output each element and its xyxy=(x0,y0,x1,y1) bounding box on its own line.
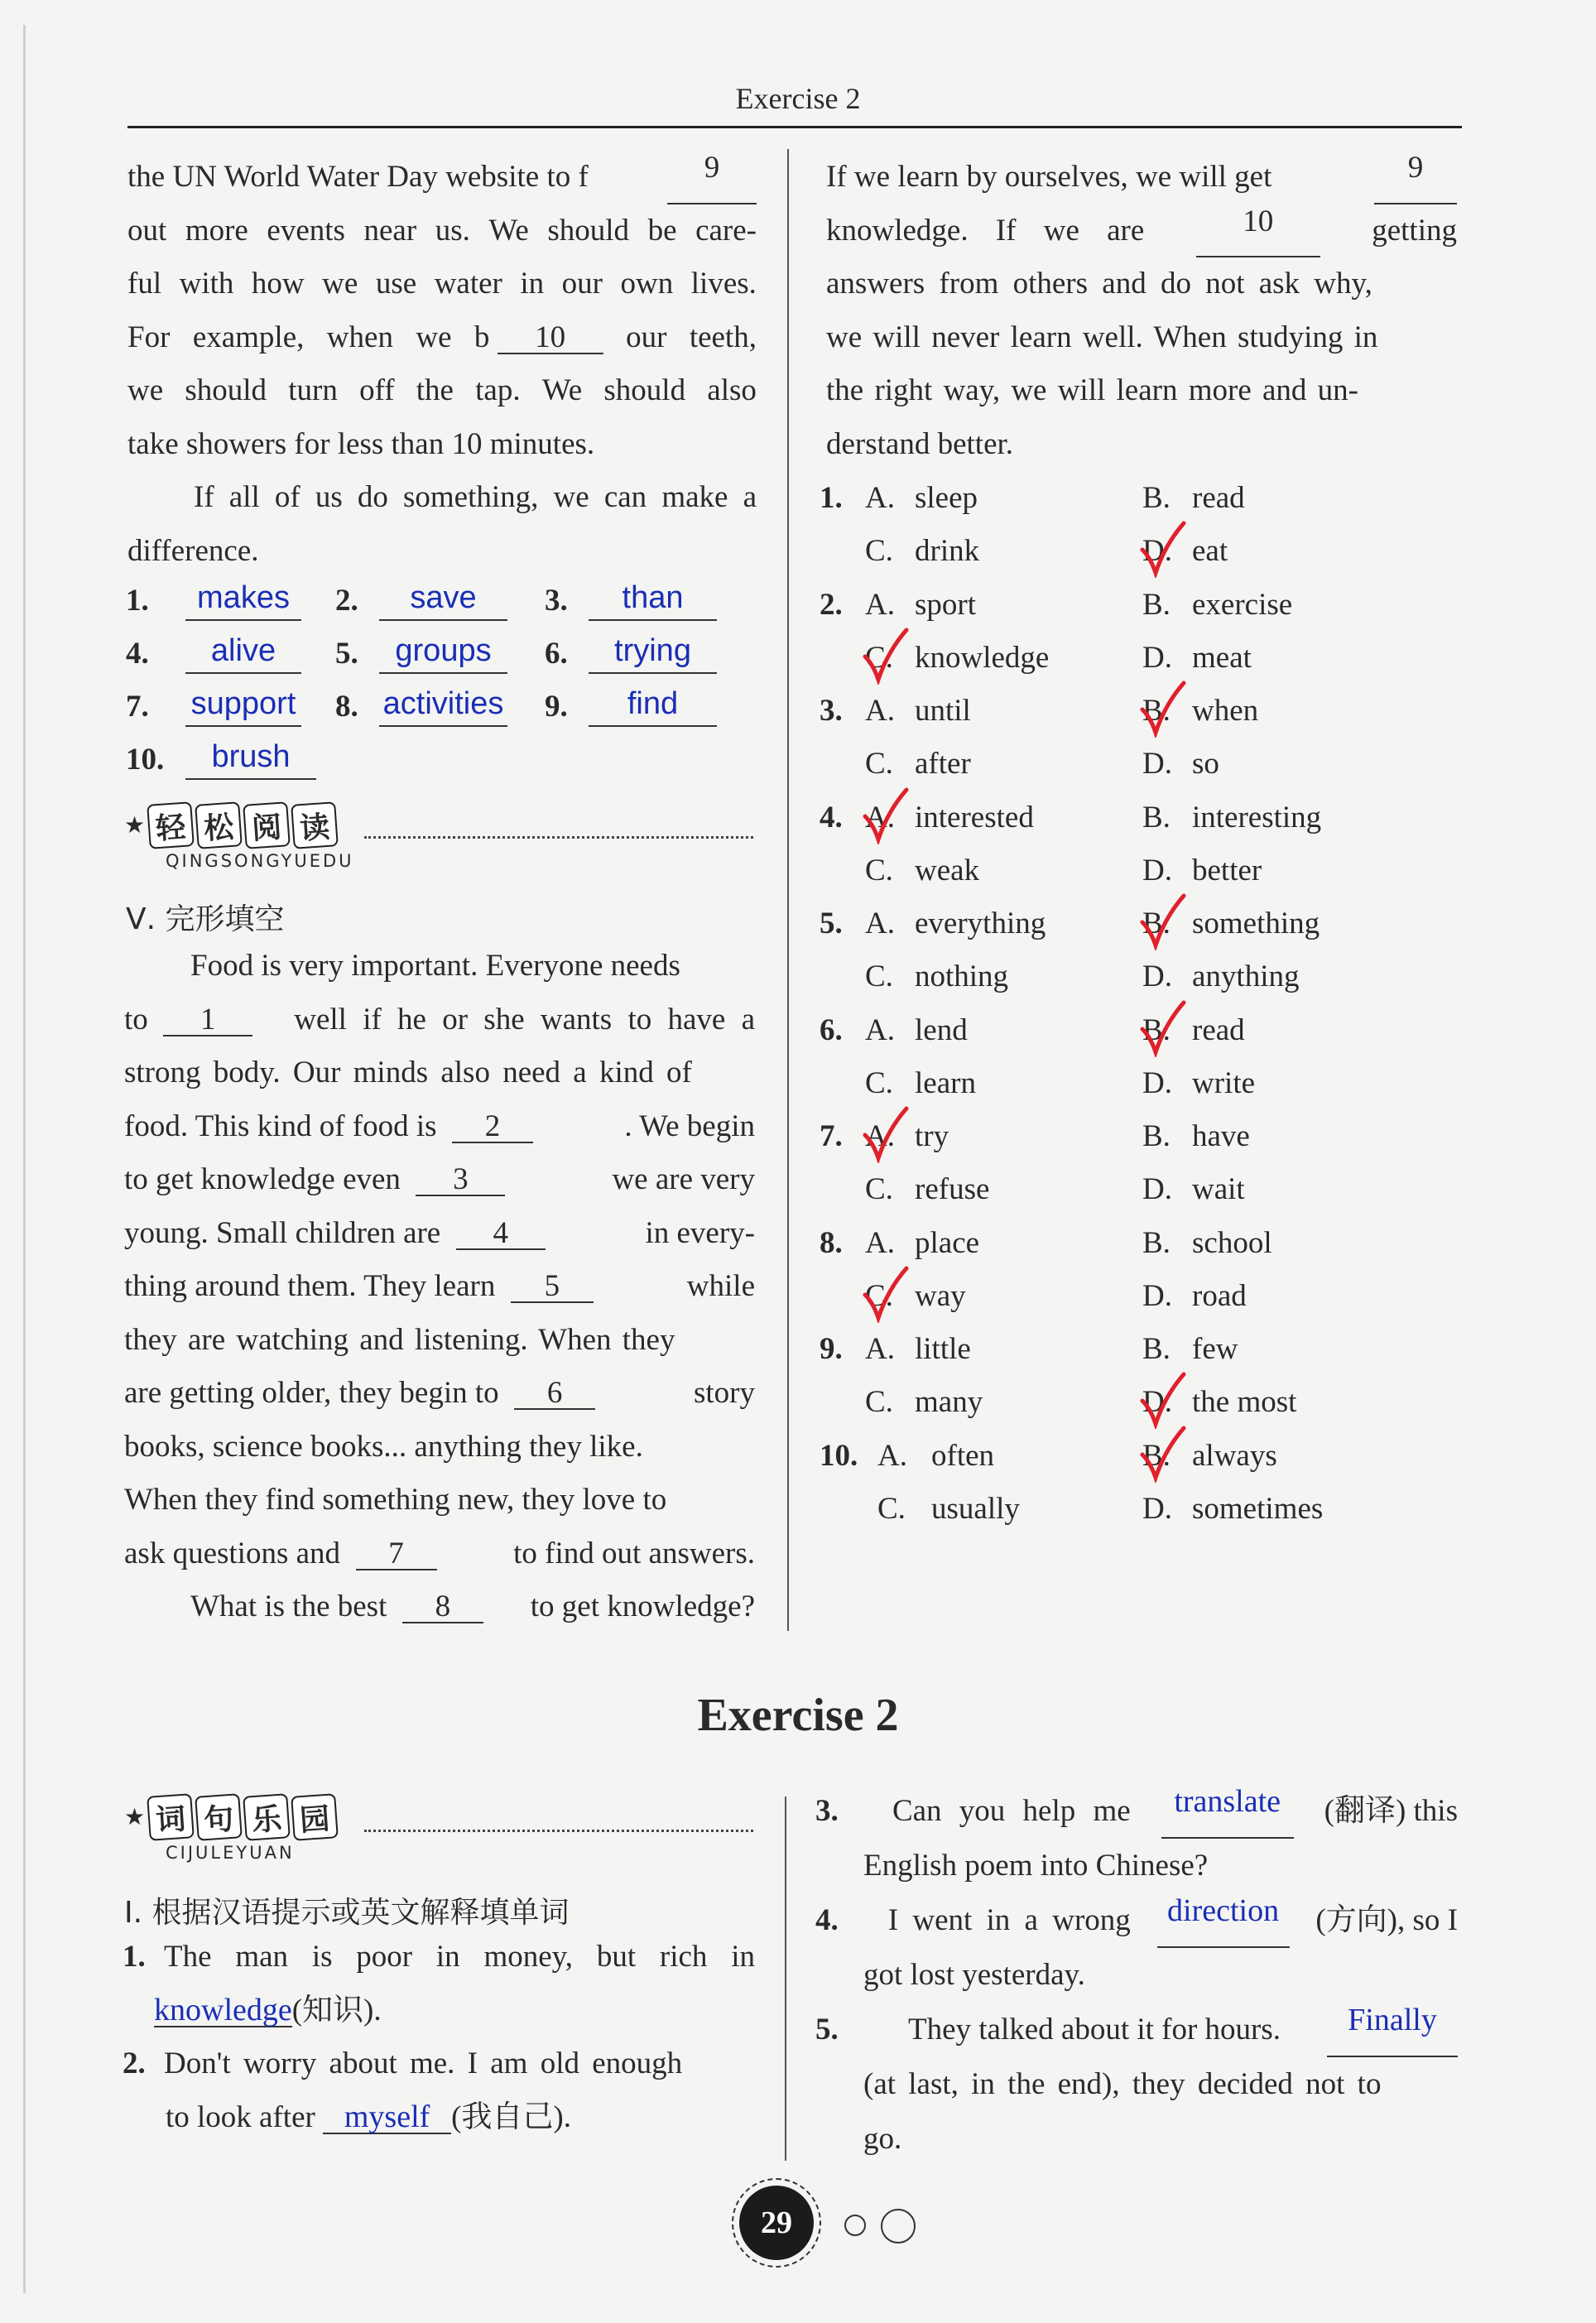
question-number: 6. xyxy=(820,1012,843,1047)
blank: 6 xyxy=(514,1376,595,1410)
answer-number: 1. xyxy=(126,584,149,618)
question-line xyxy=(123,2091,755,2145)
option-a[interactable]: until xyxy=(915,694,971,728)
option-letter-d: D. xyxy=(1142,640,1172,675)
option-letter-b: B. xyxy=(1142,907,1171,940)
option-letter-d: D. xyxy=(1142,1491,1172,1526)
text-line: For example, when we b 10 our teeth, xyxy=(127,320,757,354)
option-a[interactable]: little xyxy=(915,1332,971,1366)
option-b[interactable]: school xyxy=(1192,1225,1272,1260)
option-letter-a: A. xyxy=(865,1332,895,1366)
text-line: they are watching and listening. When they xyxy=(124,1322,675,1357)
text: food. This kind of food is xyxy=(124,1109,437,1143)
option-b[interactable]: when xyxy=(1192,694,1259,728)
text: What is the best xyxy=(190,1590,387,1623)
question-number: 5. xyxy=(820,907,843,940)
option-b[interactable]: read xyxy=(1192,1012,1245,1047)
text-line xyxy=(124,1580,755,1634)
text-line xyxy=(826,204,1457,258)
answer-number: 8. xyxy=(335,690,358,724)
option-b[interactable]: something xyxy=(1192,907,1320,940)
exercise-title: Exercise 2 xyxy=(697,1690,899,1741)
text: to xyxy=(124,1002,148,1036)
badge-pinyin: CIJULEYUAN xyxy=(166,1843,295,1863)
question-number: 4. xyxy=(815,1903,839,1937)
text-line: we should turn off the tap. We should also xyxy=(127,373,757,407)
text: knowledge. If we are xyxy=(826,213,1145,248)
option-d[interactable]: road xyxy=(1192,1278,1247,1313)
text: to get knowledge? xyxy=(530,1590,755,1623)
answer-number: 10. xyxy=(126,743,165,777)
text: getting xyxy=(1372,213,1457,248)
answer-knowledge[interactable]: knowledge xyxy=(154,1992,292,2027)
option-c[interactable]: learn xyxy=(915,1065,976,1100)
text: to get knowledge even xyxy=(124,1162,401,1196)
blank: 3 xyxy=(416,1162,505,1196)
text-line xyxy=(124,1367,755,1421)
text: we are very xyxy=(612,1162,755,1196)
option-b[interactable]: few xyxy=(1192,1332,1238,1366)
text-line xyxy=(124,1100,755,1154)
option-c[interactable]: drink xyxy=(915,534,980,568)
text-line: out more events near us. We should be care- xyxy=(127,213,757,248)
option-b[interactable]: exercise xyxy=(1192,587,1293,622)
option-letter-a: A. xyxy=(865,800,895,834)
text: young. Small children are xyxy=(124,1215,441,1250)
blank: 2 xyxy=(452,1109,533,1143)
text: If we learn by ourselves, we will get xyxy=(826,160,1272,194)
option-d[interactable]: meat xyxy=(1192,640,1252,675)
check-mark-icon xyxy=(1139,680,1187,738)
reading-paragraph-end xyxy=(127,151,757,578)
answer-blank[interactable]: alive xyxy=(185,629,301,674)
text-line: If all of us do something, we can make a xyxy=(194,480,757,514)
answer-blank[interactable]: save xyxy=(379,576,507,621)
answer-number: 5. xyxy=(335,637,358,671)
text-line xyxy=(124,1260,755,1314)
option-letter-a: A. xyxy=(865,481,895,515)
question-number: 3. xyxy=(820,694,843,728)
question-number: 3. xyxy=(815,1794,839,1828)
answer-blank[interactable]: brush xyxy=(185,735,316,780)
text: They talked about it for hours. xyxy=(907,2013,1281,2046)
option-letter-d: D. xyxy=(1142,1278,1172,1313)
answer-number: 6. xyxy=(545,637,568,671)
option-c[interactable]: nothing xyxy=(915,960,1009,993)
option-b[interactable]: have xyxy=(1192,1119,1250,1153)
option-c[interactable]: knowledge xyxy=(915,640,1050,675)
option-letter-c: C. xyxy=(865,960,893,993)
option-b[interactable]: read xyxy=(1192,481,1245,515)
question-line xyxy=(123,1984,755,2038)
option-d[interactable]: so xyxy=(1192,747,1219,781)
option-c[interactable]: usually xyxy=(931,1491,1020,1526)
question-number: 8. xyxy=(820,1225,843,1260)
option-c[interactable]: weak xyxy=(915,853,980,887)
option-a[interactable]: sleep xyxy=(915,481,978,515)
question-number: 10. xyxy=(820,1438,858,1473)
text-line: strong body. Our minds also need a kind of xyxy=(124,1056,692,1089)
option-b[interactable]: interesting xyxy=(1192,800,1322,834)
column-divider-top xyxy=(787,149,789,1631)
option-d[interactable]: sometimes xyxy=(1192,1491,1324,1526)
question-line: got lost yesterday. xyxy=(863,1958,1085,1992)
blank: 5 xyxy=(511,1269,594,1303)
option-letter-a: A. xyxy=(877,1438,907,1473)
answer-finally[interactable]: Finally xyxy=(1327,2003,1458,2057)
hint: (方向), so I xyxy=(1315,1903,1458,1937)
question-number: 2. xyxy=(820,587,843,622)
question-line xyxy=(123,2037,755,2091)
blank: 9 xyxy=(1374,151,1457,204)
running-header: Exercise 2 xyxy=(735,82,861,115)
option-letter-c: C. xyxy=(865,1065,893,1100)
text: I went in a wrong xyxy=(887,1903,1131,1937)
text: are getting older, they begin to xyxy=(124,1376,499,1410)
header-rule xyxy=(127,126,1462,128)
option-letter-c: C. xyxy=(865,747,893,781)
text: to look after xyxy=(166,2099,315,2134)
question-line: (at last, in the end), they decided not to xyxy=(863,2067,1382,2101)
option-letter-b: B. xyxy=(1142,481,1171,515)
text-line xyxy=(124,1527,755,1581)
text: Don't worry about me. I am old enough xyxy=(164,2046,683,2080)
decor-circle xyxy=(844,2215,866,2236)
option-d[interactable]: eat xyxy=(1192,534,1228,568)
text: . We begin xyxy=(624,1109,755,1143)
option-letter-b: B. xyxy=(1142,587,1171,622)
option-a[interactable]: lend xyxy=(915,1012,968,1047)
hint: (我自己). xyxy=(451,2099,571,2134)
option-letter-c: C. xyxy=(865,1278,893,1313)
option-letter-c: C. xyxy=(877,1491,906,1526)
blank: 8 xyxy=(402,1590,483,1623)
option-a[interactable]: often xyxy=(931,1438,995,1473)
check-mark-icon xyxy=(1139,1371,1187,1429)
text-line: the right way, we will learn more and un- xyxy=(826,373,1358,407)
badge-char: 读 xyxy=(291,801,339,849)
option-letter-c: C. xyxy=(865,534,893,568)
text-line xyxy=(826,151,1457,204)
question-line xyxy=(815,1784,1458,1839)
text-line xyxy=(124,1207,755,1261)
text: Can you help me xyxy=(892,1794,1131,1828)
answer-blank[interactable]: support xyxy=(185,682,301,727)
badge-char: 轻 xyxy=(147,801,195,849)
text-line: books, science books... anything they like. xyxy=(124,1429,643,1464)
dotted-rule xyxy=(364,1830,753,1832)
option-letter-a: A. xyxy=(865,694,895,728)
section-badge-reading xyxy=(124,803,354,871)
badge-pinyin: QINGSONGYUEDU xyxy=(166,851,354,871)
badge-char: 句 xyxy=(195,1793,243,1841)
option-a[interactable]: everything xyxy=(915,907,1046,940)
answer-blank[interactable]: groups xyxy=(379,629,507,674)
check-mark-icon xyxy=(862,1265,910,1323)
option-letter-b: B. xyxy=(1142,1438,1171,1473)
option-letter-b: B. xyxy=(1142,1119,1171,1153)
option-letter-a: A. xyxy=(865,587,895,622)
option-letter-c: C. xyxy=(865,640,893,675)
decor-circle xyxy=(881,2209,916,2244)
text-line: we will never learn well. When studying in xyxy=(826,320,1378,354)
blank: 1 xyxy=(163,1003,252,1036)
badge-char: 园 xyxy=(291,1793,339,1841)
option-letter-a: A. xyxy=(865,1225,895,1260)
star-icon: ★ xyxy=(124,1805,146,1830)
page-number: 29 xyxy=(739,2186,814,2260)
option-letter-d: D. xyxy=(1142,1385,1172,1419)
option-d[interactable]: write xyxy=(1192,1065,1256,1100)
check-mark-icon xyxy=(862,1105,910,1163)
hint: (知识). xyxy=(291,1993,382,2027)
option-d[interactable]: anything xyxy=(1192,960,1300,993)
option-d[interactable]: wait xyxy=(1192,1172,1245,1206)
answer-blank[interactable]: than xyxy=(589,576,717,621)
option-letter-b: B. xyxy=(1142,1225,1171,1260)
text-line: Food is very important. Everyone needs xyxy=(190,949,680,983)
check-mark-icon xyxy=(1139,520,1187,578)
option-d[interactable]: better xyxy=(1192,853,1262,887)
text: story xyxy=(694,1376,755,1410)
text: to find out answers. xyxy=(513,1536,755,1570)
section-badge-vocab xyxy=(124,1795,337,1863)
question-number: 9. xyxy=(820,1332,843,1366)
question-number: 4. xyxy=(820,800,843,834)
question-number: 1. xyxy=(820,481,843,515)
option-letter-c: C. xyxy=(865,1172,893,1206)
option-letter-d: D. xyxy=(1142,534,1172,568)
question-line: English poem into Chinese? xyxy=(863,1849,1209,1883)
vocab-left xyxy=(123,1931,755,2144)
answer-number: 9. xyxy=(545,690,568,724)
option-letter-d: D. xyxy=(1142,747,1172,781)
option-a[interactable]: sport xyxy=(915,587,976,622)
option-c[interactable]: way xyxy=(915,1278,966,1313)
option-c[interactable]: refuse xyxy=(915,1172,990,1206)
question-number: 2. xyxy=(123,2046,146,2080)
text: well if he or she wants to have a xyxy=(294,1002,755,1036)
option-c[interactable]: after xyxy=(915,747,971,781)
option-letter-b: B. xyxy=(1142,1012,1171,1047)
option-a[interactable]: interested xyxy=(915,800,1034,834)
question-line xyxy=(815,1893,1458,1948)
option-letter-d: D. xyxy=(1142,960,1172,993)
blank-9: 9 xyxy=(667,151,757,204)
binding-edge xyxy=(23,25,26,2293)
blank-10: 10 xyxy=(498,320,603,354)
check-mark-icon xyxy=(1139,999,1187,1057)
section-title-vocab: Ⅰ. 根据汉语提示或英文解释填单词 xyxy=(124,1896,570,1930)
option-a[interactable]: try xyxy=(915,1119,949,1153)
option-letter-a: A. xyxy=(865,907,895,940)
blank: 4 xyxy=(456,1216,546,1250)
option-letter-b: B. xyxy=(1142,800,1171,834)
check-mark-icon xyxy=(862,786,910,844)
option-letter-c: C. xyxy=(865,853,893,887)
option-a[interactable]: place xyxy=(915,1225,980,1260)
answer-number: 2. xyxy=(335,584,358,618)
question-line xyxy=(815,2003,1458,2057)
answer-myself[interactable]: myself xyxy=(323,2099,451,2134)
answer-blank[interactable]: trying xyxy=(589,629,717,674)
option-b[interactable]: always xyxy=(1192,1438,1277,1473)
check-mark-icon xyxy=(1139,892,1187,950)
vocab-right xyxy=(815,1784,1458,2167)
text: in every- xyxy=(645,1215,755,1250)
answer-direction[interactable]: direction xyxy=(1157,1893,1290,1948)
option-letter-d: D. xyxy=(1142,853,1172,887)
option-letter-d: D. xyxy=(1142,1172,1172,1206)
text-line xyxy=(124,1153,755,1207)
text-line: answers from others and do not ask why, xyxy=(826,267,1372,301)
question-number: 1. xyxy=(123,1940,146,1974)
question-number: 5. xyxy=(815,2013,839,2046)
badge-char: 乐 xyxy=(243,1793,291,1841)
text: thing around them. They learn xyxy=(124,1269,496,1303)
cloze-passage-left xyxy=(124,940,755,1634)
star-icon: ★ xyxy=(124,813,146,839)
blank: 7 xyxy=(356,1537,437,1570)
text-line: ful with how we use water in our own lives. xyxy=(127,267,757,301)
badge-char: 松 xyxy=(195,801,243,849)
text-line xyxy=(124,993,755,1047)
option-letter-b: B. xyxy=(1142,1332,1171,1366)
hint: (翻译) this xyxy=(1324,1794,1458,1828)
option-letter-a: A. xyxy=(865,1119,895,1153)
text: while xyxy=(686,1269,755,1303)
option-letter-b: B. xyxy=(1142,694,1171,728)
question-line xyxy=(123,1931,755,1984)
answer-blank[interactable]: activities xyxy=(379,682,507,727)
badge-char: 阅 xyxy=(243,801,291,849)
check-mark-icon xyxy=(862,627,910,685)
text: ask questions and xyxy=(124,1536,341,1570)
column-divider-bottom xyxy=(785,1796,786,2161)
answer-number: 7. xyxy=(126,690,149,724)
option-c[interactable]: many xyxy=(915,1385,983,1419)
text-line: take showers for less than 10 minutes. xyxy=(127,426,595,461)
answer-blank[interactable]: find xyxy=(589,682,717,727)
blank: 10 xyxy=(1196,204,1320,258)
text-line: When they find something new, they love to xyxy=(124,1483,667,1517)
answer-blank[interactable]: makes xyxy=(185,576,301,621)
text-line: the UN World Water Day website to f 9 xyxy=(127,151,757,204)
answer-translate[interactable]: translate xyxy=(1161,1784,1294,1839)
option-d[interactable]: the most xyxy=(1192,1385,1297,1419)
question-number: 7. xyxy=(820,1119,843,1153)
cloze-passage-right xyxy=(826,151,1457,471)
badge-char: 词 xyxy=(147,1793,195,1841)
text-line: derstand better. xyxy=(826,426,1014,461)
answer-number: 4. xyxy=(126,637,149,671)
question-line: go. xyxy=(863,2122,902,2156)
option-letter-d: D. xyxy=(1142,1065,1172,1100)
check-mark-icon xyxy=(1139,1425,1187,1483)
section-title-cloze: Ⅴ. 完形填空 xyxy=(126,902,285,936)
option-letter-a: A. xyxy=(865,1012,895,1047)
dotted-rule xyxy=(364,836,753,839)
option-letter-c: C. xyxy=(865,1385,893,1419)
text-line: difference. xyxy=(127,533,259,568)
text: The man is poor in money, but rich in xyxy=(164,1940,755,1974)
answer-number: 3. xyxy=(545,584,568,618)
